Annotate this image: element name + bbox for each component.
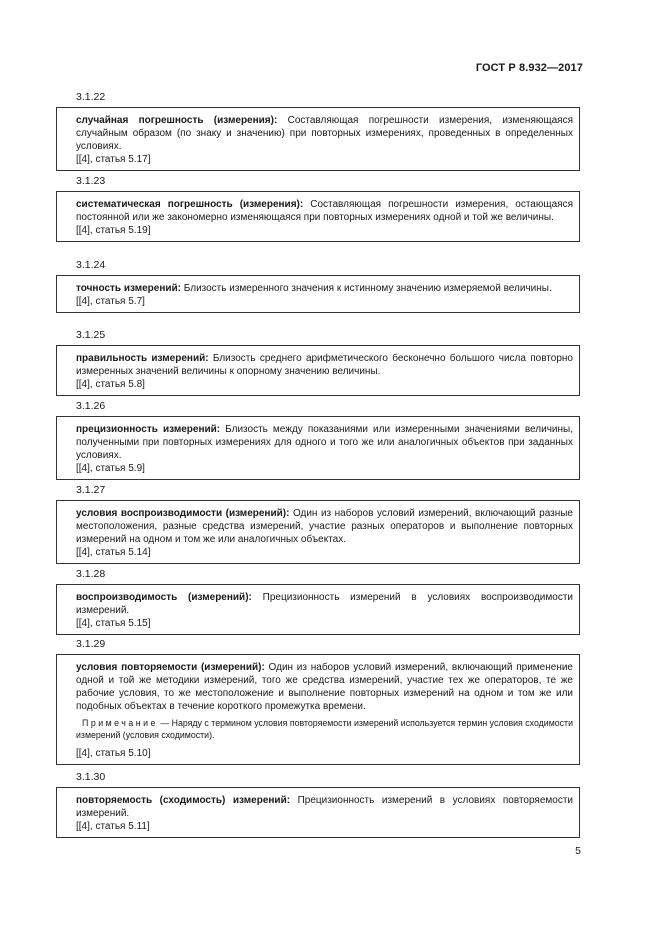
term-name: правильность измерений: (76, 353, 209, 364)
term-name: точность измерений: (76, 283, 181, 294)
note (76, 717, 573, 741)
term-name: воспроизводимость (измерений): (76, 592, 252, 603)
term-definition: Близость среднего арифметического бесконечно большого числа повторно измеренных значений величины к опорному значению величины. (76, 353, 573, 377)
term-name: повторяемость (сходимость) измерений: (76, 795, 291, 806)
definition-box (56, 787, 580, 838)
entry-number: 3.1.27 (76, 484, 106, 496)
definition-box (56, 107, 580, 171)
definition-box (56, 416, 580, 480)
source-reference: [[4], статья 5.7] (76, 296, 145, 307)
standard-designation: ГОСТ Р 8.932—2017 (475, 62, 583, 74)
term-definition: Прецизионность измерений в условиях повторяемости измерений. (76, 795, 573, 819)
term-name: случайная погрешность (измерения): (76, 115, 278, 126)
entry-number: 3.1.29 (76, 638, 106, 650)
definition-box (56, 654, 580, 765)
entry-number: 3.1.22 (76, 91, 106, 103)
term-name: систематическая погрешность (измерения): (76, 199, 304, 210)
entry-number: 3.1.26 (76, 400, 106, 412)
entry-number: 3.1.25 (76, 329, 106, 341)
entry-number: 3.1.30 (76, 771, 106, 783)
term-definition: Составляющая погрешности измерения, остающаяся постоянной или же закономерно изменяющаяся при повторных измерениях одной и той же величины. (76, 199, 573, 223)
definition-box (56, 275, 580, 313)
term-definition: Близость измеренного значения к истинному значению измеряемой величины. (181, 283, 552, 294)
entry-number: 3.1.23 (76, 175, 106, 187)
term-name: прецизионность измерений: (76, 424, 221, 435)
source-reference: [[4], статья 5.14] (76, 547, 151, 558)
source-reference: [[4], статья 5.11] (76, 821, 150, 832)
term-name: условия воспроизводимости (измерений): (76, 508, 290, 519)
definition-box (56, 584, 580, 635)
page-number: 5 (575, 845, 581, 857)
source-reference: [[4], статья 5.17] (76, 154, 151, 165)
entry-number: 3.1.24 (76, 259, 106, 271)
note-text: — Наряду с термином условия повторяемости измерений используется термин условия сходимости измерений (условия сходимости). (76, 718, 573, 740)
source-reference: [[4], статья 5.9] (76, 463, 145, 474)
term-definition: Один из наборов условий измерений, включающий разные местоположения, разные средства измерений, участие разных операторов и выполнение повторных измерений на одном и том же или аналогичных объектах. (76, 508, 573, 545)
source-reference: [[4], статья 5.19] (76, 225, 151, 236)
source-reference: [[4], статья 5.8] (76, 379, 145, 390)
note-label: Примечание (82, 718, 158, 728)
term-definition: Прецизионность измерений в условиях воспроизводимости измерений. (76, 592, 573, 616)
term-definition: Близость между показаниями или измеренными значениями величины, полученными при повторных измерениях для одного и того же или аналогичных объектов при заданных условиях. (76, 424, 573, 461)
entry-number: 3.1.28 (76, 568, 106, 580)
term-definition: Составляющая погрешности измерения, изменяющаяся случайным образом (по знаку и значению) при повторных измерениях, проведенных в определенных условиях. (76, 115, 573, 152)
term-definition: Один из наборов условий измерений, включающий применение одной и той же методики измерений, того же средства измерений, участие тех же операторов, те же рабочие условия, то же местоположение и выполнение повторных измерений на одном и том же или подобных объектах в течение короткого промежутка времени. (76, 662, 573, 712)
definition-box (56, 191, 580, 242)
source-reference: [[4], статья 5.10] (76, 748, 151, 759)
definition-box (56, 345, 580, 396)
term-name: условия повторяемости (измерений): (76, 662, 265, 673)
definition-box (56, 500, 580, 564)
source-reference: [[4], статья 5.15] (76, 618, 151, 629)
